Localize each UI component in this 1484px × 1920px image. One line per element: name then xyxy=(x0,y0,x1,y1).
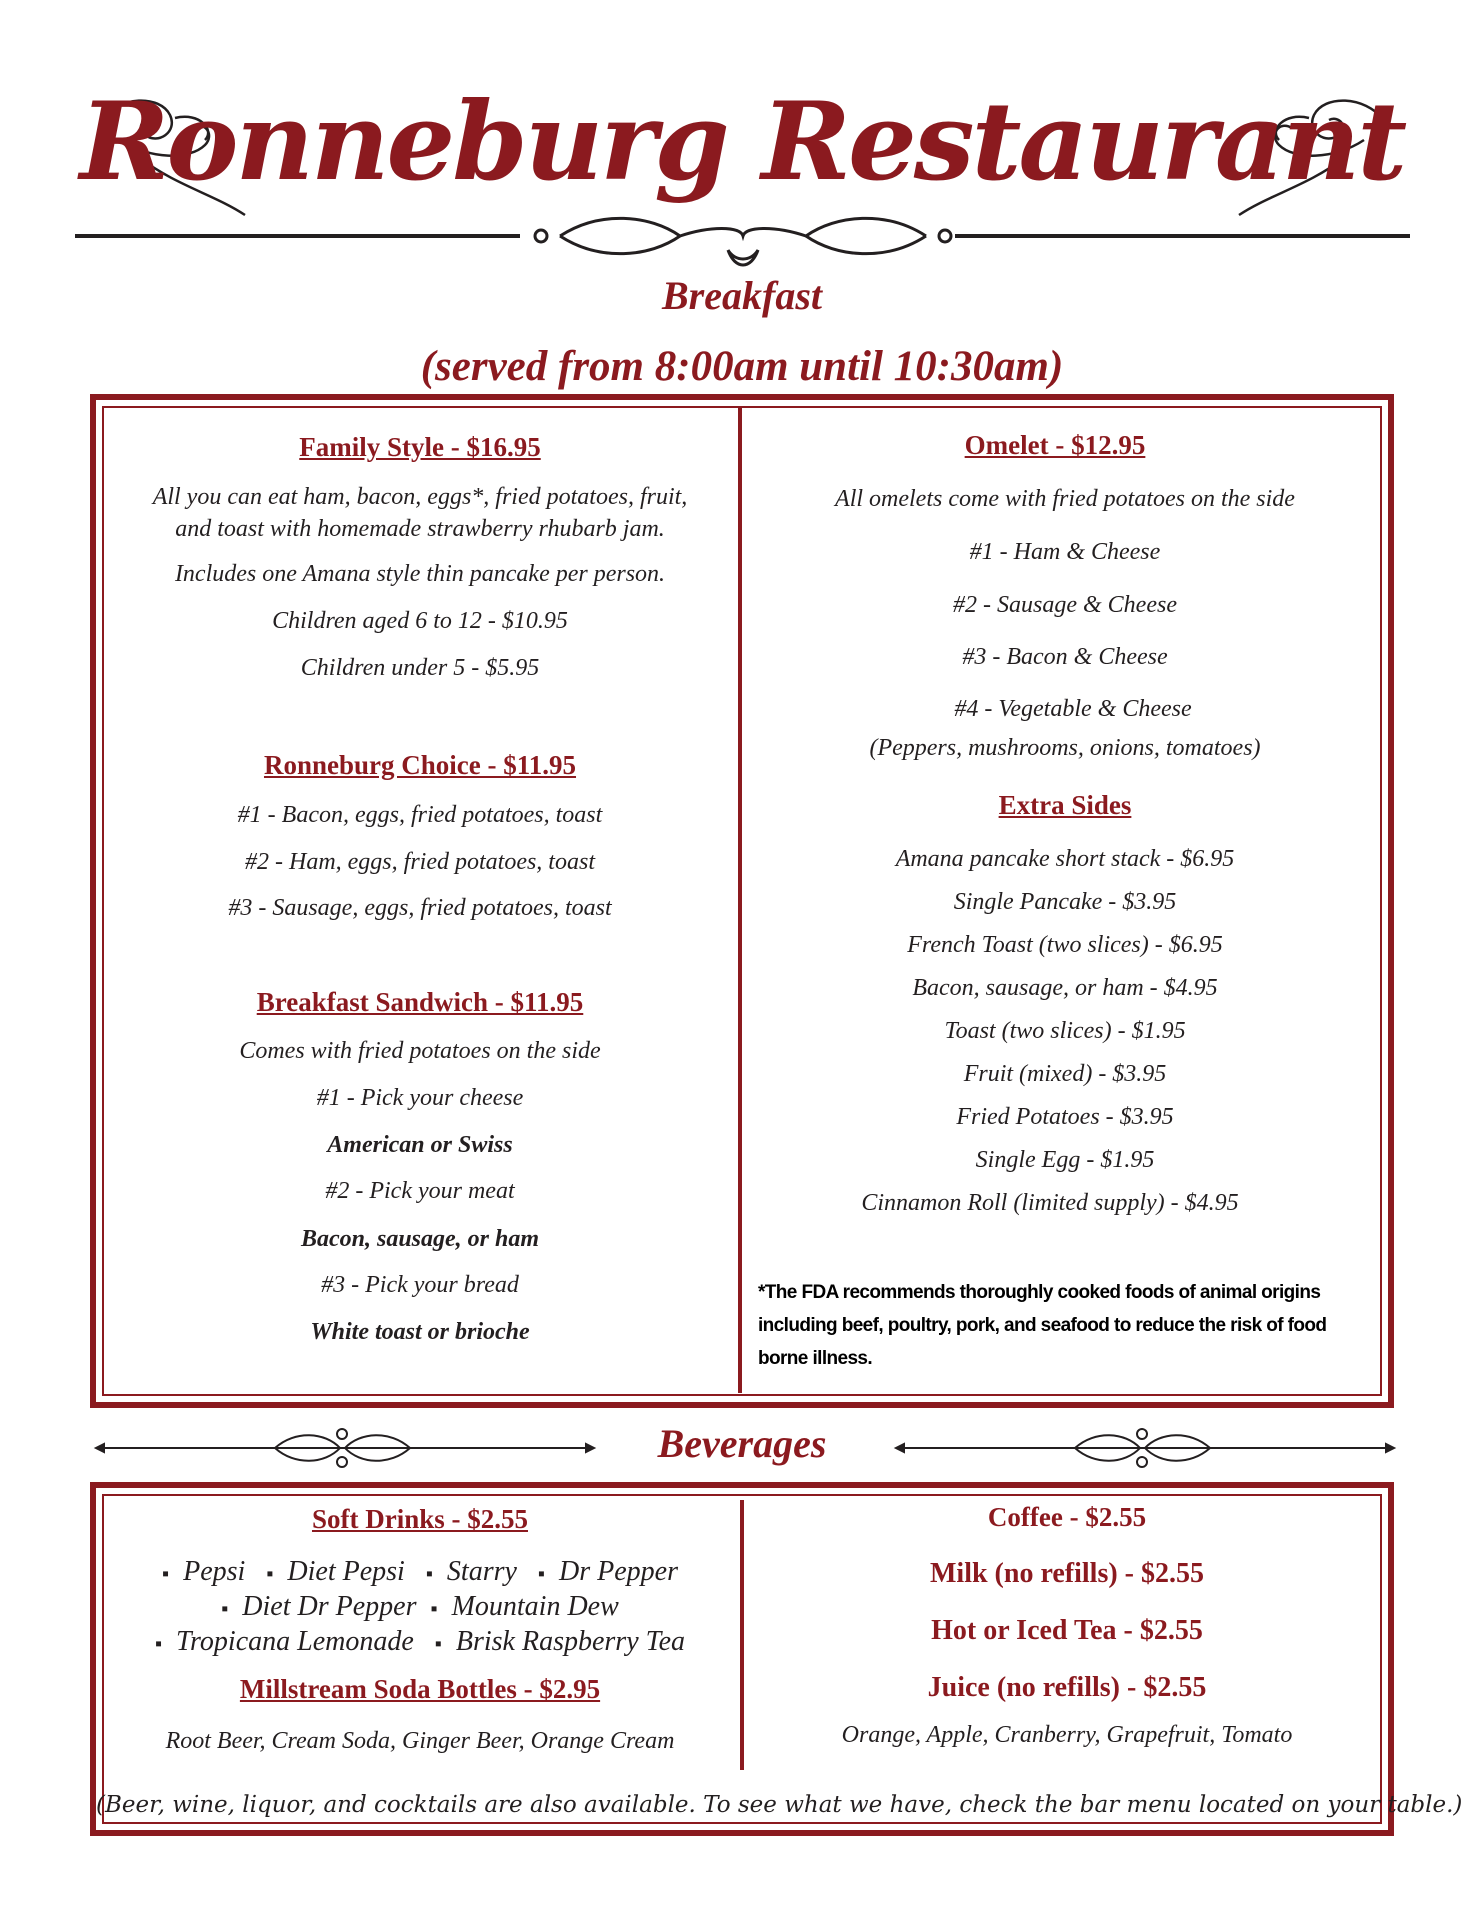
bullet-icon: ▪ xyxy=(162,1563,170,1585)
milk-item: Milk (no refills) - $2.55 xyxy=(929,1558,1204,1589)
soft-drink: Tropicana Lemonade xyxy=(176,1626,414,1657)
breakfast-divider xyxy=(738,408,742,1393)
omelet-veg-note: (Peppers, mushrooms, onions, tomatoes) xyxy=(869,735,1261,761)
extra-sides-heading: Extra Sides xyxy=(998,790,1132,820)
breakfast-right-column xyxy=(750,400,1380,1400)
fda-note-line: borne illness. xyxy=(758,1348,873,1369)
beverages-title: Beverages xyxy=(657,1421,827,1466)
ronneburg-choice-item: #1 - Bacon, eggs, fried potatoes, toast xyxy=(237,802,603,828)
juice-flavors: Orange, Apple, Cranberry, Grapefruit, Tomato xyxy=(841,1722,1293,1748)
sandwich-step-1: #1 - Pick your cheese xyxy=(316,1085,524,1111)
extra-side-item: Toast (two slices) - $1.95 xyxy=(944,1018,1186,1044)
children-price-2: Children under 5 - $5.95 xyxy=(300,655,540,681)
beverages-left-column xyxy=(110,1482,730,1782)
soft-drink: Diet Dr Pepper xyxy=(242,1591,417,1622)
omelet-item: #4 - Vegetable & Cheese xyxy=(954,696,1192,722)
extra-side-item: Cinnamon Roll (limited supply) - $4.95 xyxy=(861,1190,1239,1216)
extra-side-item: Single Pancake - $3.95 xyxy=(953,889,1177,915)
bar-menu-note: (Beer, wine, liquor, and cocktails are also available. To see what we have, check the bar menu located on your table.) xyxy=(96,1792,1463,1818)
omelet-item: #1 - Ham & Cheese xyxy=(969,539,1161,565)
soft-drink: Starry xyxy=(446,1556,517,1587)
bullet-icon: ▪ xyxy=(154,1633,163,1655)
omelet-item: #3 - Bacon & Cheese xyxy=(962,644,1168,670)
coffee-item: Coffee - $2.55 xyxy=(987,1502,1147,1532)
fda-note-line: including beef, poultry, pork, and seafood to reduce the risk of food xyxy=(758,1315,1327,1336)
soft-drink: Brisk Raspberry Tea xyxy=(455,1626,686,1657)
bullet-icon: ▪ xyxy=(425,1563,433,1585)
fda-note xyxy=(758,1276,1378,1375)
millstream-flavors: Root Beer, Cream Soda, Ginger Beer, Orange Cream xyxy=(165,1728,675,1754)
sandwich-note: Comes with fried potatoes on the side xyxy=(239,1038,601,1064)
serving-hours: (served from 8:00am until 10:30am) xyxy=(420,343,1064,390)
family-style-line3: Includes one Amana style thin pancake per person. xyxy=(174,561,666,587)
beverages-right-column xyxy=(752,1482,1382,1782)
ronneburg-choice-heading: Ronneburg Choice - $11.95 xyxy=(263,750,577,780)
extra-side-item: Amana pancake short stack - $6.95 xyxy=(895,846,1235,872)
ronneburg-choice-item: #2 - Ham, eggs, fried potatoes, toast xyxy=(245,849,595,875)
soft-drinks-row-1 xyxy=(110,1556,730,1588)
children-price-1: Children aged 6 to 12 - $10.95 xyxy=(272,608,568,634)
family-style-line1: All you can eat ham, bacon, eggs*, fried potatoes, fruit, xyxy=(152,484,688,510)
sandwich-option-3: White toast or brioche xyxy=(310,1319,530,1345)
bullet-icon: ▪ xyxy=(537,1563,546,1585)
bullet-icon: ▪ xyxy=(434,1633,442,1655)
sandwich-step-2: #2 - Pick your meat xyxy=(325,1178,515,1204)
ronneburg-choice-item: #3 - Sausage, eggs, fried potatoes, toast xyxy=(228,895,612,921)
bullet-icon: ▪ xyxy=(430,1598,438,1620)
soft-drink: Pepsi xyxy=(183,1556,246,1587)
meal-title: Breakfast xyxy=(662,273,822,318)
omelet-note: All omelets come with fried potatoes on the side xyxy=(835,486,1295,512)
extra-side-item: Single Egg - $1.95 xyxy=(975,1147,1155,1173)
soft-drinks-row-3 xyxy=(110,1626,730,1658)
soft-drinks-row-2 xyxy=(110,1591,730,1623)
extra-side-item: Fried Potatoes - $3.95 xyxy=(956,1104,1174,1130)
sandwich-heading: Breakfast Sandwich - $11.95 xyxy=(256,987,584,1017)
bullet-icon: ▪ xyxy=(266,1563,274,1585)
extra-side-item: Bacon, sausage, or ham - $4.95 xyxy=(912,975,1218,1001)
family-style-heading: Family Style - $16.95 xyxy=(299,432,541,462)
sandwich-option-1: American or Swiss xyxy=(327,1132,513,1158)
soft-drinks-heading: Soft Drinks - $2.55 xyxy=(311,1504,528,1534)
omelet-item: #2 - Sausage & Cheese xyxy=(953,592,1177,618)
sandwich-option-2: Bacon, sausage, or ham xyxy=(300,1226,540,1252)
tea-item: Hot or Iced Tea - $2.55 xyxy=(931,1615,1203,1646)
restaurant-title: Ronneburg Restaurant xyxy=(79,79,1405,205)
omelet-heading: Omelet - $12.95 xyxy=(964,430,1146,460)
fda-note-line: *The FDA recommends thoroughly cooked foods of animal origins xyxy=(758,1282,1321,1303)
family-style-line2: and toast with homemade strawberry rhubarb jam. xyxy=(175,516,665,542)
breakfast-left-column xyxy=(110,400,730,1400)
extra-side-item: French Toast (two slices) - $6.95 xyxy=(907,932,1223,958)
soft-drink: Diet Pepsi xyxy=(287,1556,405,1587)
sandwich-step-3: #3 - Pick your bread xyxy=(321,1272,519,1298)
bullet-icon: ▪ xyxy=(221,1598,229,1620)
soft-drink: Mountain Dew xyxy=(451,1591,619,1622)
beverages-divider xyxy=(740,1500,744,1770)
extra-side-item: Fruit (mixed) - $3.95 xyxy=(963,1061,1167,1087)
juice-item: Juice (no refills) - $2.55 xyxy=(927,1672,1207,1703)
millstream-heading: Millstream Soda Bottles - $2.95 xyxy=(239,1674,601,1704)
soft-drink: Dr Pepper xyxy=(559,1556,678,1587)
